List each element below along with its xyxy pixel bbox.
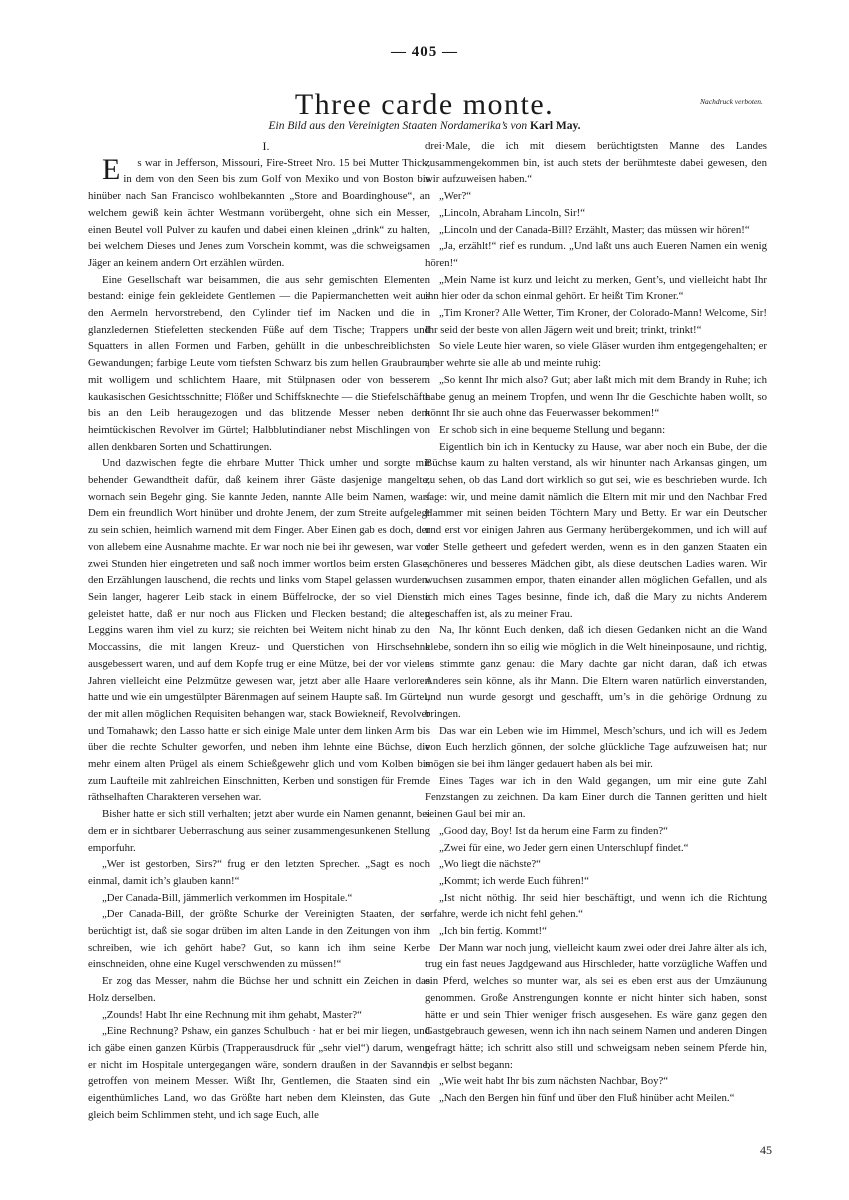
paragraph: „Zwei für eine, wo Jeder gern einen Unterschlupf findet.“ [439, 841, 689, 854]
paragraph: „Der Canada-Bill, der größte Schurke der Vereinigten Staaten, der so berüchtigt ist, daß sie sogar drüben im alten Lande in den Zeitungen von ihm schreiben, wie ich gehört habe? Gut, so kann ich ihm seine Kerbe einschneiden, ohne eine Kugel verschwenden zu müssen!“ [88, 908, 430, 971]
paragraph: Eigentlich bin ich in Kentucky zu Hause, war aber noch ein Bube, der die Büchse kaum zu halten verstand, als wir hinunter nach Arkansas gingen, um zu sehen, ob das Land dort wirklich so gut sei, wie es beschrieben wurde. Ich sage: wir, und meine damit nämlich die Eltern mit mir und den Nachbar Fred Hammer mit seinen beiden Töchtern Mary und Betty. Er war ein Deutscher und erst vor einigen Jahren aus Germany herübergekommen, und ich will auf der Stelle getheert und gefedert werden, wenn es in den ganzen Staaten ein schöneres und besseres Mädchen gibt, als diese deutschen Ladies waren. Wir wuchsen zusammen empor, thaten einander allen möglichen Gefallen, und als ich mich eines Tages besinne, finde ich, daß die Mary zu nichts Anderem geschaffen ist, als zu meiner Frau. [425, 440, 767, 620]
paragraph: Er schob sich in eine bequeme Stellung und begann: [439, 423, 666, 436]
paragraph: drei·Male, die ich mit diesem berüchtigtsten Manne des Landes zusammengekommen bin, ist auch stets der berühmteste dabei gewesen, den wir aufzuweisen haben.“ [425, 140, 767, 186]
paragraph: „Ist nicht nöthig. Ihr seid hier beschäftigt, und wenn ich die Richtung erfahre, werde ich nicht fehl gehen.“ [425, 891, 767, 921]
page-number: — 405 — [391, 44, 458, 60]
paragraph: „So kennt Ihr mich also? Gut; aber laßt mich mit dem Brandy in Ruhe; ich habe genug an meinem Tropfen, und wenn Ihr die Geschichte haben wollt, so könnt Ihr sie auch ohne das Feuerwasser bekommen!“ [425, 373, 767, 420]
paragraph: „Mein Name ist kurz und leicht zu merken, Gent’s, und vielleicht habt Ihr ihn hier oder da schon einmal gehört. Er heißt Tim Kroner.“ [425, 273, 767, 303]
paragraph: „Wer ist gestorben, Sirs?“ frug er den letzten Sprecher. „Sagt es noch einmal, damit ich’s glauben kann!“ [88, 858, 430, 887]
paragraph: So viele Leute hier waren, so viele Gläser wurden ihm entgegengehalten; er aber wehrte sie alle ab und meinte ruhig: [425, 340, 767, 370]
paragraph: „Good day, Boy! Ist da herum eine Farm zu finden?“ [439, 824, 668, 837]
text-column-right [425, 138, 767, 1107]
paragraph: Na, Ihr könnt Euch denken, daß ich diesen Gedanken nicht an die Wand klebe, sondern ihn so eilig wie möglich in die Welt hineinposaune, und richtig, es stimmte ganz genau: die Mary dachte gar nicht daran, daß ich etwas Anderes sein könne, als ihr Mann. Die Eltern waren natürlich einverstanden, und nun wurde gesorgt und geschafft, um’s in die gehörige Ordnung zu bringen. [425, 624, 767, 720]
paragraph: „Eine Rechnung? Pshaw, ein ganzes Schulbuch · hat er bei mir liegen, und ich gäbe einen ganzen Kürbis (Trapperausdruck für „sehr viel“) darum, wenn er nicht im Hospitale untergegangen wäre, sondern draußen in der Savanne, getroffen von meinem Messer. Wißt Ihr, Gentlemen, die Staaten sind ein eigenthümliches Land, wo das Größte hart neben dem Kleinsten, das Gute gleich beim Schlimmen steht, und ich sage Euch, alle [88, 1025, 430, 1121]
paragraph: „Wie weit habt Ihr bis zum nächsten Nachbar, Boy?“ [439, 1075, 669, 1088]
paragraph: „Wo liegt die nächste?“ [439, 858, 541, 871]
paragraph: Es war in Jefferson, Missouri, Fire-Street Nro. 15 bei Mutter Thick, in dem von den Seen bis zum Golf von Mexiko und von Boston bis hinüber nach San Francisco wohlbekannten „Store and Boardinghouse“, an welchem gewiß kein ächter Westmann vorübergeht, ohne sich ein Messer, einen Beutel voll Pulver zu kaufen und dabei einen kleinen „drink“ zu halten, bei welchem Dieses und Jenes zum Vorschein kommt, was die schweigsamen Jäger an keinem andern Ort erzählen würden. [88, 152, 430, 269]
article-title: Three carde monte. [294, 88, 555, 121]
paragraph: „Wer?“ [439, 190, 472, 203]
paragraph: „Zounds! Habt Ihr eine Rechnung mit ihm gehabt, Master?“ [102, 1008, 362, 1021]
paragraph: „Nach den Bergen hin fünf und über den Fluß hinüber acht Meilen.“ [439, 1092, 735, 1105]
paragraph: „Der Canada-Bill, jämmerlich verkommen im Hospitale.“ [102, 891, 353, 904]
article-subtitle [0, 120, 849, 132]
chapter-heading: I. [262, 139, 270, 153]
paragraph: „Lincoln, Abraham Lincoln, Sir!“ [439, 206, 586, 219]
paragraph: Eine Gesellschaft war beisammen, die aus sehr gemischten Elementen bestand: einige fein gekleidete Gentlemen — die Papiermanchetten weit aus den Aermeln hervorstrebend, den Cylinder tief im Nacken und die in glanzledernen Stiefeletten steckenden Füße auf dem Tische; Trappers und Squatters in allen Formen und Farben, gehüllt in die unbeschreiblichsten Gewandungen; farbige Leute vom tiefsten Schwarz bis zum hellen Graubraun, mit wolligem und schlichtem Haare, mit Stülpnasen oder von besserem kaukasischen Gesichtsschnitte; Flößer und Schiffsknechte — die Stiefelschäfte bis an den Leib heraugezogen und das blitzende Messer neben dem heimtückischen Revolver im Gürtel; Halbblutindianer nebst Mischlingen von allen denkbaren Sorten und Schattirungen. [88, 273, 430, 453]
folio-number: 45 [760, 1143, 772, 1157]
paragraph: Der Mann war noch jung, vielleicht kaum zwei oder drei Jahre älter als ich, trug ein fast neues Jagdgewand aus Hirschleder, hatte vorzügliche Waffen und ein Pferd, welches so munter war, als sei es eben erst aus der Umzäunung genommen. Große Anstrengungen konnte er nicht hinter sich haben, sonst hätte er und sein Thier weniger frisch ausgesehen. Es wäre ganz gegen den Gastgebrauch gewesen, wenn ich ihn nach seinem Namen und anderen Dingen gefragt hätte; ich schritt also still und schweigsam neben seinem Pferde hin, bis er selbst begann: [425, 941, 767, 1071]
author-name: Karl May. [530, 120, 581, 132]
paragraph: Bisher hatte er sich still verhalten; jetzt aber wurde ein Namen genannt, bei dem er in sichtbarer Ueberraschung aus seiner zusammengesunkenen Stellung emporfuhr. [88, 808, 430, 854]
paragraph: Das war ein Leben wie im Himmel, Mesch’schurs, und ich will es Jedem von Euch herzlich gönnen, der solche glückliche Tage aufzuweisen hat; nur mögen sie bei ihm länger gedauert haben als bei mir. [425, 724, 767, 771]
paragraph: „Ich bin fertig. Kommt!“ [439, 925, 547, 938]
subtitle-text: Ein Bild aus den Vereinigten Staaten Nordamerika’s von [268, 120, 528, 132]
paragraph: Er zog das Messer, nahm die Büchse her und schnitt ein Zeichen in das Holz derselben. [88, 975, 430, 1004]
reprint-notice: Nachdruck verboten. [700, 97, 763, 106]
paragraph: „Ja, erzählt!“ rief es rundum. „Und laßt uns auch Eueren Namen ein wenig hören!“ [425, 240, 767, 269]
paragraph: „Tim Kroner? Alle Wetter, Tim Kroner, der Colorado-Mann! Welcome, Sir! Ihr seid der beste von allen Jägern weit und breit; trinkt, trinkt!“ [425, 307, 767, 336]
paragraph: Eines Tages war ich in den Wald gegangen, um mir eine gute Zahl Fenzstangen zu zeichnen. Da kam Einer durch die Tannen geritten und hielt seinen Gaul bei mir an. [425, 774, 767, 821]
paragraph: Und dazwischen fegte die ehrbare Mutter Thick umher und sorgte mit behender Gewandtheit dafür, daß keinem ihrer Gäste dasjenige mangelte, wornach sein Begehr ging. Sie kannte Jeden, nannte Alle beim Namen, warf Dem ein freundlich Wort hinüber und drohte Jenem, der zum Streite aufgelegt zu sein schien, heimlich warnend mit dem Finger. Aber Einen gab es doch, der von allebem eine Ausnahme machte. Er war noch nie bei ihr gewesen, war vor zwei Stunden hier eingetreten und saß noch immer wortlos beim ersten Glase, den Erzählungen lauschend, die rechts und links vom Stapel gelassen wurden. Sein langer, hagerer Leib stack in einem Büffelrocke, der so viel Dienste geleistet hatte, daß er nur noch aus Flicken und Flecken bestand; die alten Leggins waren ihm viel zu kurz; sie reichten bei Weitem nicht hinab zu den Moccassins, die mit langen Kreuz- und Querstichen von Hirschsehne ausgebessert waren, und auf dem Kopfe trug er eine Mütze, bei der vor vielen Jahren vielleicht eine Pelzmütze gewesen war, jetzt aber alle Haare verloren hatte und wie ein umgestülpter Bärenmagen auf seinem Haupte saß. Im Gürtel, der mit allen möglichen Requisiten behangen war, stack Bowiekneif, Revolver und Tomahawk; den Lasso hatte er sich einige Male unter dem linken Arm bis über die rechte Schulter geworfen, und neben ihm lehnte eine Büchse, die mehr einem alten Prügel als einem Schießgewehr glich und vom Kolben bis zum Laufteile mit zahlreichen Einschnitten, Kerben und sonstigen für Fremde räthselhaften Charakteren versehen war. [88, 457, 430, 804]
paragraph: „Kommt; ich werde Euch führen!“ [439, 874, 589, 887]
text-column-left [88, 138, 430, 1123]
paragraph: „Lincoln und der Canada-Bill? Erzählt, Master; das müssen wir hören!“ [439, 223, 750, 236]
